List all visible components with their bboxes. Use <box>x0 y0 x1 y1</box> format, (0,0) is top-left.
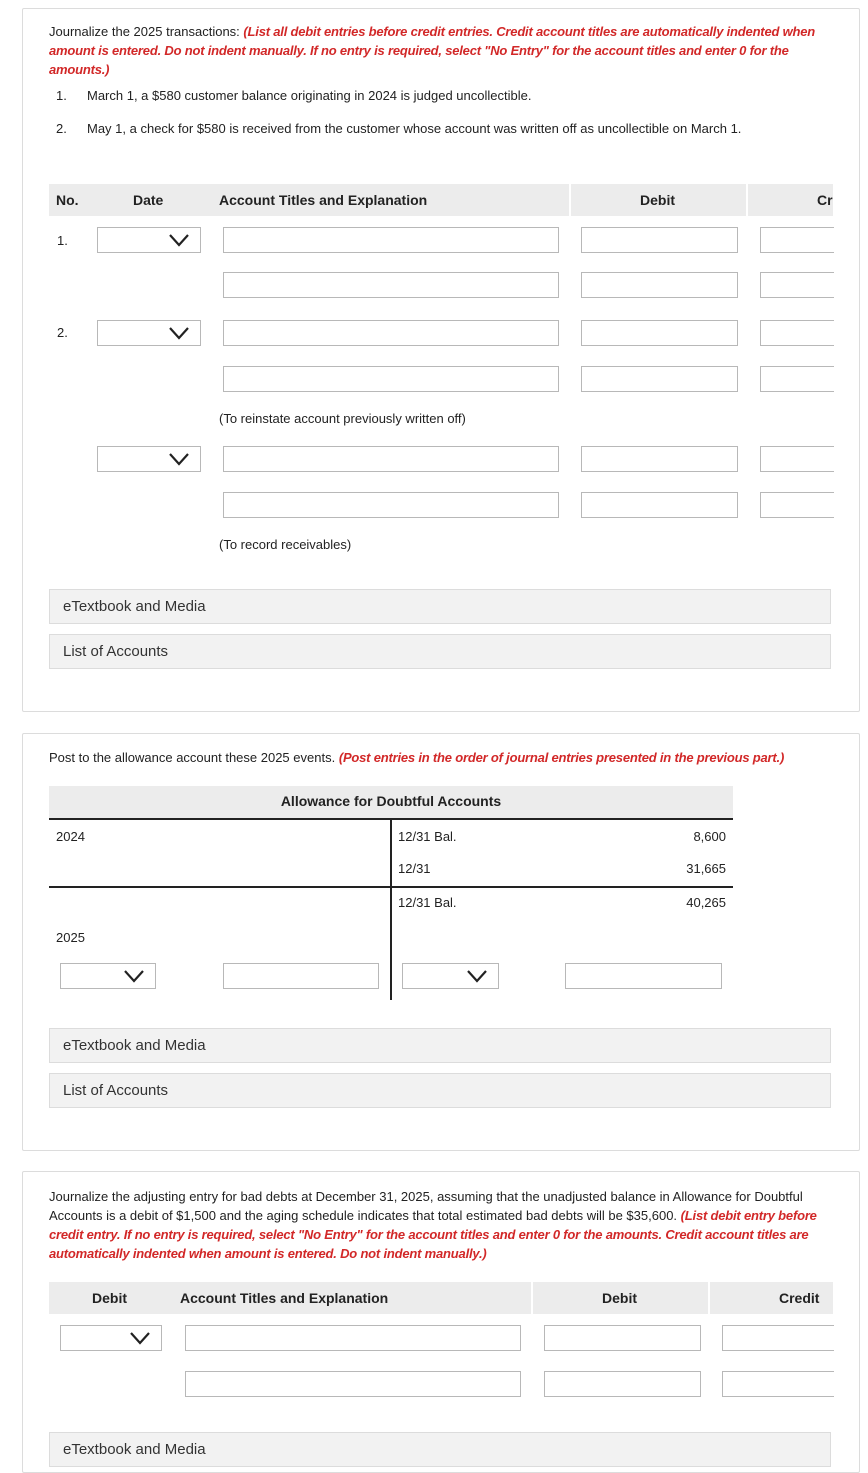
etextbook-media-link-1[interactable]: eTextbook and Media <box>49 589 831 624</box>
account-title-input-1a[interactable] <box>223 227 559 253</box>
part1-instructions: Journalize the 2025 transactions: (List all debit entries before credit entries. Credit account titles are automatically indented when amount is entered. Do not indent manually. If no entry is required, select "No Entry" for the account titles and enter 0 for the amounts.) <box>49 24 816 77</box>
balance-label-1: 12/31 Bal. <box>398 829 457 844</box>
header-date: Debit <box>92 1290 127 1306</box>
credit-input-1b[interactable] <box>760 272 834 298</box>
account-title-input-3b[interactable] <box>223 492 559 518</box>
credit-input-3a[interactable] <box>760 446 834 472</box>
account-title-input-adj-a[interactable] <box>185 1325 521 1351</box>
account-title-input-2a[interactable] <box>223 320 559 346</box>
chevron-down-icon <box>168 451 190 467</box>
debit-date-select[interactable] <box>60 963 156 989</box>
debit-amount-input[interactable] <box>223 963 379 989</box>
debit-input-3a[interactable] <box>581 446 738 472</box>
year-2025-label: 2025 <box>56 930 85 945</box>
date-select-3[interactable] <box>97 446 201 472</box>
list-of-accounts-link-2[interactable]: List of Accounts <box>49 1073 831 1108</box>
journal-table-header-3 <box>49 1282 833 1314</box>
entry-2-number: 2. <box>57 325 68 340</box>
header-separator <box>531 1282 533 1314</box>
credit-amount-input[interactable] <box>565 963 722 989</box>
account-title-input-adj-b[interactable] <box>185 1371 521 1397</box>
transaction-2-text: May 1, a check for $580 is received from the customer whose account was written off as uncollectible on March 1. <box>87 121 742 136</box>
date-select-1[interactable] <box>97 227 201 253</box>
account-title-input-2b[interactable] <box>223 366 559 392</box>
chevron-down-icon <box>123 968 145 984</box>
journal-table-header <box>49 184 833 216</box>
header-debit: Debit <box>602 1290 637 1306</box>
chevron-down-icon <box>466 968 488 984</box>
etextbook-media-link-2[interactable]: eTextbook and Media <box>49 1028 831 1063</box>
credit-input-adj-a[interactable] <box>722 1325 834 1351</box>
transaction-1-text: March 1, a $580 customer balance originating in 2024 is judged uncollectible. <box>87 88 532 103</box>
credit-input-2a[interactable] <box>760 320 834 346</box>
debit-input-1a[interactable] <box>581 227 738 253</box>
account-title-input-3a[interactable] <box>223 446 559 472</box>
date-select-adjusting[interactable] <box>60 1325 162 1351</box>
t-account-year-divider <box>49 886 733 888</box>
debit-input-1b[interactable] <box>581 272 738 298</box>
header-no: No. <box>56 192 79 208</box>
header-account-titles: Account Titles and Explanation <box>219 192 428 208</box>
note-reinstate: (To reinstate account previously written off) <box>219 411 466 426</box>
header-account-titles: Account Titles and Explanation <box>180 1290 389 1306</box>
chevron-down-icon <box>129 1330 151 1346</box>
credit-input-adj-b[interactable] <box>722 1371 834 1397</box>
note-record: (To record receivables) <box>219 537 352 552</box>
entry-1-number: 1. <box>57 233 68 248</box>
balance-label-3: 12/31 Bal. <box>398 895 457 910</box>
chevron-down-icon <box>168 325 190 341</box>
t-account-title: Allowance for Doubtful Accounts <box>280 793 502 809</box>
t-account-vertical-line <box>390 820 392 1000</box>
header-separator <box>708 1282 710 1314</box>
credit-input-1a[interactable] <box>760 227 834 253</box>
part2-instructions: Post to the allowance account these 2025 events. (Post entries in the order of journal entries presented in the previous part.) <box>49 750 785 765</box>
header-credit: Credit <box>779 1290 820 1306</box>
header-separator <box>569 184 571 216</box>
entry-amount-2: 31,665 <box>686 861 726 876</box>
transaction-1-number: 1. <box>56 88 67 103</box>
list-of-accounts-link-1[interactable]: List of Accounts <box>49 634 831 669</box>
balance-amount-1: 8,600 <box>693 829 726 844</box>
header-date: Date <box>133 192 164 208</box>
debit-input-3b[interactable] <box>581 492 738 518</box>
entry-label-2: 12/31 <box>398 861 431 876</box>
t-account-title-bar <box>49 786 733 818</box>
debit-input-adj-b[interactable] <box>544 1371 701 1397</box>
debit-input-adj-a[interactable] <box>544 1325 701 1351</box>
year-2024-label: 2024 <box>56 829 85 844</box>
debit-input-2b[interactable] <box>581 366 738 392</box>
transaction-2-number: 2. <box>56 121 67 136</box>
header-separator <box>746 184 748 216</box>
account-title-input-1b[interactable] <box>223 272 559 298</box>
date-select-2[interactable] <box>97 320 201 346</box>
credit-date-select[interactable] <box>402 963 499 989</box>
credit-input-2b[interactable] <box>760 366 834 392</box>
chevron-down-icon <box>168 232 190 248</box>
debit-input-2a[interactable] <box>581 320 738 346</box>
credit-input-3b[interactable] <box>760 492 834 518</box>
balance-amount-3: 40,265 <box>686 895 726 910</box>
header-credit: Cr <box>817 192 833 208</box>
header-debit: Debit <box>640 192 675 208</box>
etextbook-media-link-3[interactable]: eTextbook and Media <box>49 1432 831 1467</box>
part3-instructions: Journalize the adjusting entry for bad debts at December 31, 2025, assuming that the unadjusted balance in Allowance for Doubtful Accounts is a debit of $1,500 and the aging schedule indicates that total estimated bad debts will be $35,600. (List debit entry before credit entry. If no entry is required, select "No Entry" for the account titles and enter 0 for the amounts. Credit account titles are automatically indented when amount is entered. Do not indent manually.) <box>49 1189 817 1261</box>
